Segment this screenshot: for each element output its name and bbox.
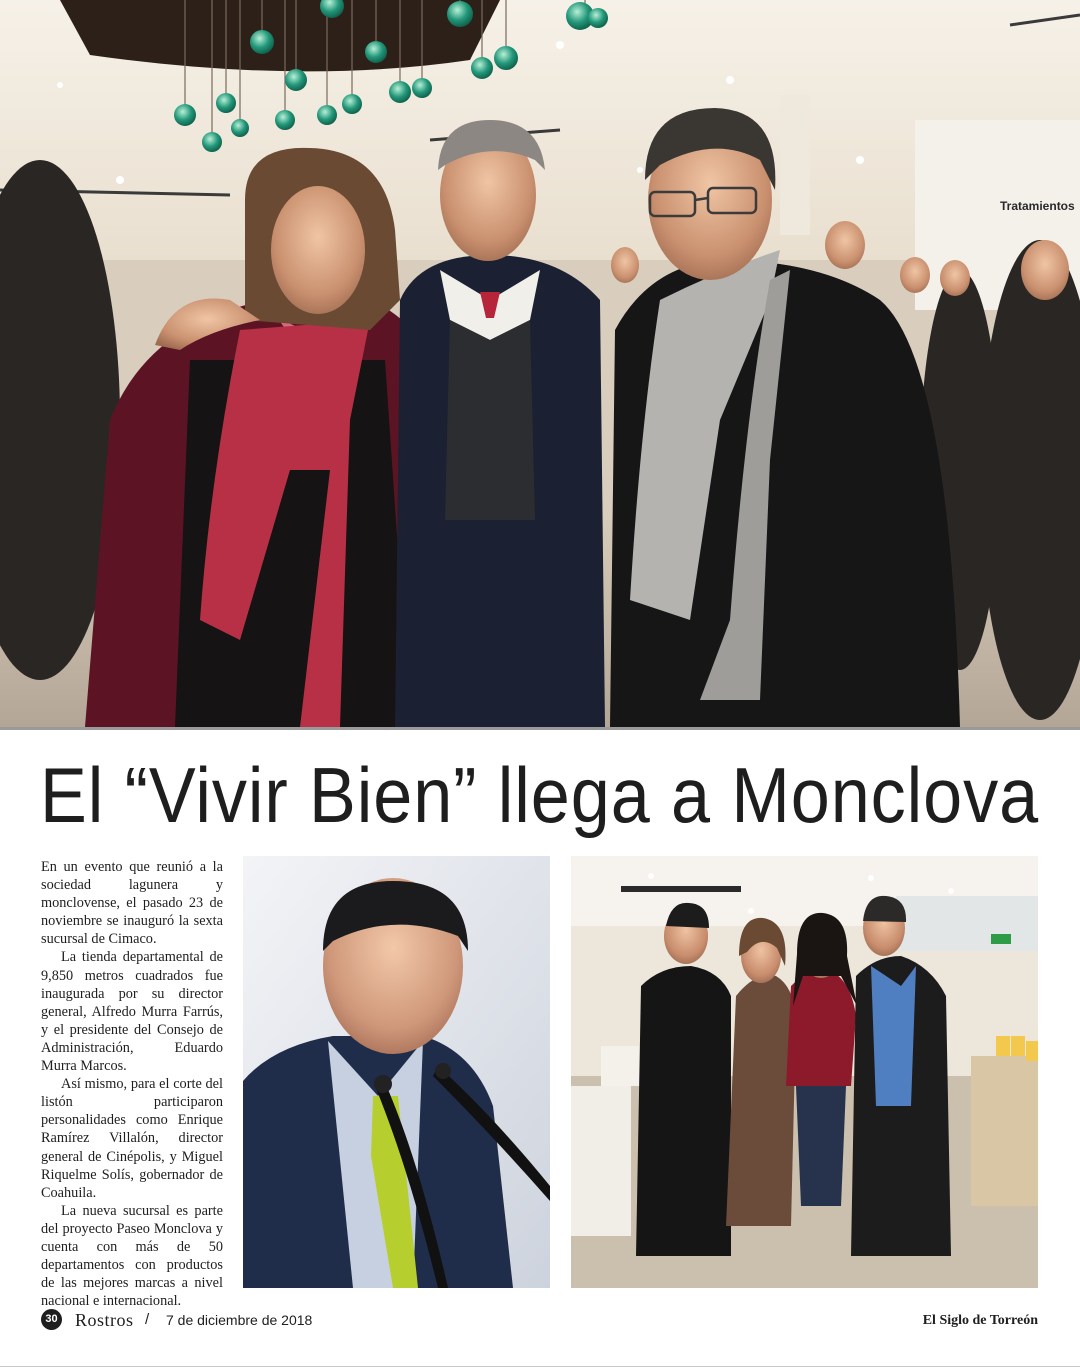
article-body	[41, 858, 223, 1310]
section-name: Rostros	[75, 1310, 134, 1330]
article-paragraph: Así mismo, para el corte del listón participaron personalidades como Enrique Ramírez Villalón, director general de Cinépolis, y Miguel Riquelme Solís, gobernador de Coahuila.	[41, 1076, 223, 1201]
article-paragraph: La tienda departamental de 9,850 metros cuadrados fue inaugurada por su director general, Alfredo Murra Farrús, y el presidente del Consejo de Administración, Eduardo Murra Marcos.	[41, 949, 223, 1075]
issue-date: 7 de diciembre de 2018	[166, 1312, 313, 1328]
publication-name: El Siglo de Torreón	[922, 1313, 1038, 1328]
headline-rule	[0, 727, 1080, 730]
article-paragraph: La nueva sucursal es parte del proyecto Paseo Monclova y cuenta con más de 50 departamentos con productos de las mejores marcas a nivel nacional e internacional.	[41, 1202, 223, 1310]
group-photo	[571, 856, 1038, 1288]
article-paragraph: En un evento que reunió a la sociedad lagunera y monclovense, el pasado 23 de noviembre se inauguró la sexta sucursal de Cimaco.	[41, 859, 223, 948]
speaker-photo-scene	[243, 856, 550, 1288]
page-number: 30	[41, 1309, 62, 1330]
article-headline: El “Vivir Bien” llega a Monclova	[40, 751, 1040, 839]
footer-separator: /	[145, 1311, 150, 1328]
store-sign: Tratamientos	[1000, 199, 1075, 213]
footer-divider	[0, 1366, 1080, 1367]
speaker-photo	[243, 856, 550, 1288]
group-photo-scene	[571, 856, 1038, 1288]
